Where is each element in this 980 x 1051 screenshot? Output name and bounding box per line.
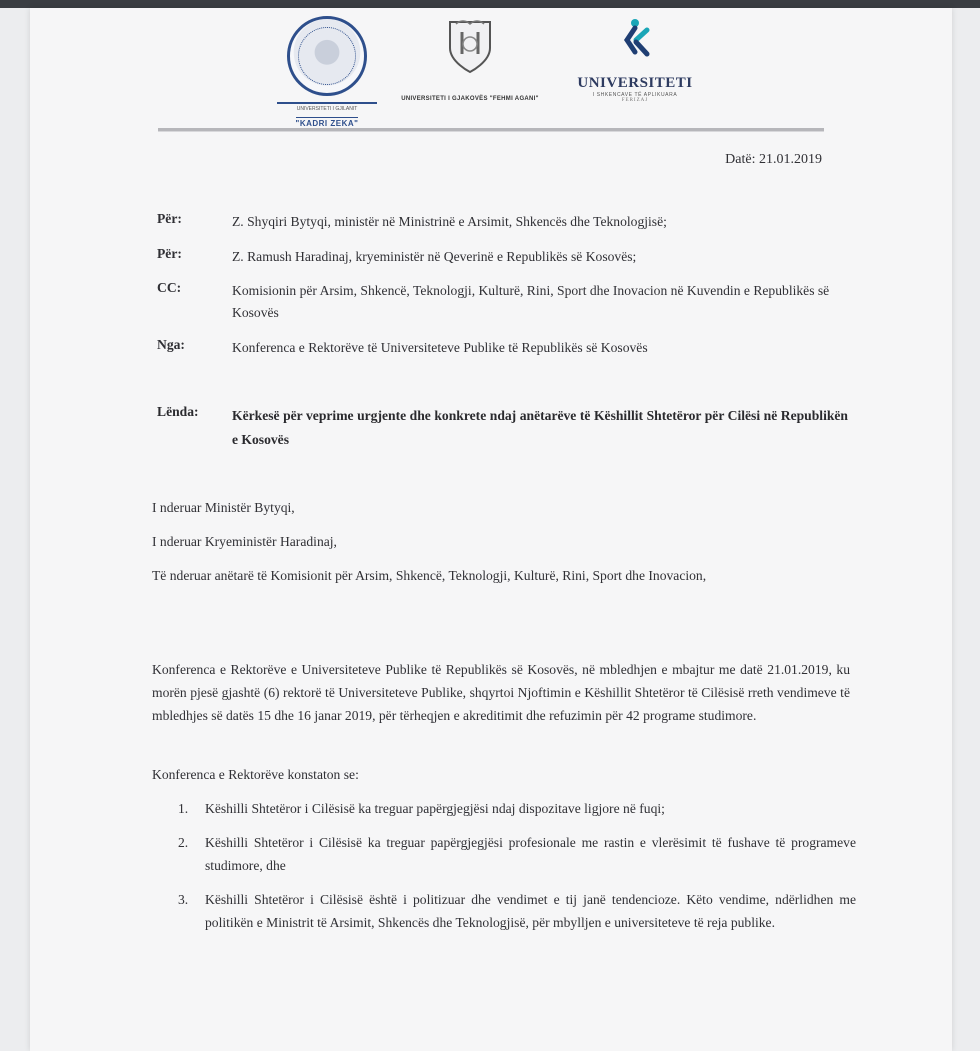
letterhead: [30, 8, 952, 138]
list-text: Këshilli Shtetëror i Cilësisë ka treguar papërgjegjësi ndaj dispozitave ligjore në fuqi;: [205, 801, 665, 816]
logo-left-name: "KADRI ZEKA": [295, 119, 359, 128]
list-number: 3.: [178, 892, 189, 907]
header-divider: [158, 128, 824, 132]
from-label: Nga:: [157, 337, 185, 352]
list-item: [152, 831, 856, 877]
letter-date: Datë: 21.01.2019: [725, 152, 822, 167]
greeting-prime-minister: I nderuar Kryeministër Haradinaj,: [152, 534, 337, 549]
list-number: 1.: [178, 801, 189, 816]
findings-intro: Konferenca e Rektorëve konstaton se:: [152, 767, 359, 782]
list-number: 2.: [178, 835, 189, 850]
list-item: [152, 797, 856, 820]
cc-text: Komisionin për Arsim, Shkencë, Teknologji, Kulturë, Rini, Sport dhe Inovacion në Kuvendin e Republikës së Kosovës: [232, 283, 830, 320]
greeting-commission: Të nderuar anëtarë të Komisionit për Arsim, Shkencë, Teknologji, Kulturë, Rini, Sport dhe Inovacion,: [152, 568, 707, 583]
university-seal-icon: [287, 16, 367, 96]
logo-right-city: FERIZAJ: [621, 98, 649, 103]
university-mark-icon: [615, 18, 655, 62]
recipient-text: Z. Shyqiri Bytyqi, ministër në Ministrinë e Arsimit, Shkencës dhe Teknologjisë;: [232, 214, 667, 229]
logo-center-name: UNIVERSITETI I GJAKOVËS "FEHMI AGANI": [401, 96, 539, 102]
recipient-text: Z. Ramush Haradinaj, kryeministër në Qeverinë e Republikës së Kosovës;: [232, 249, 637, 264]
cc-label: CC:: [157, 280, 182, 295]
logo-ferizaj: [560, 18, 710, 103]
logo-right-name: UNIVERSITETI: [577, 75, 693, 91]
list-item: [152, 888, 856, 934]
body-paragraph: Konferenca e Rektorëve e Universiteteve Publike të Republikës së Kosovës, në mbledhjen e mbajtur me datë 21.01.2019, ku morën pjesë gjashtë (6) rektorë të Universiteteve Publike, shqyrtoi Njoftimin e Këshillit Shtetëror të Cilësisë rreth vendimeve të mbledhjes së datës 15 dhe 16 janar 2019, për tërheqjen e akreditimit dhe refuzimin për 42 programe studimore.: [152, 662, 850, 723]
from-text: Konferenca e Rektorëve të Universiteteve Publike të Republikës së Kosovës: [232, 340, 648, 355]
logo-gjakova: [400, 18, 540, 103]
letter-page: [30, 8, 952, 1051]
recipient-label: Për:: [157, 211, 182, 226]
viewer-top-bar: [0, 0, 980, 8]
greeting-minister: I nderuar Ministër Bytyqi,: [152, 500, 295, 515]
list-text: Këshilli Shtetëror i Cilësisë ka treguar papërgjegjësi profesionale me rastin e vlerësimit të fushave të programeve studimore, dhe: [205, 835, 856, 873]
subject-label: Lënda:: [157, 404, 199, 419]
recipient-label: Për:: [157, 246, 182, 261]
list-text: Këshilli Shtetëror i Cilësisë është i politizuar dhe vendimet e tij janë tendencioze. Këto vendime, ndërlidhen me politikën e Ministrit të Arsimit, Shkencës dhe Teknologjisë, për mbylljen e universiteteve të reja publike.: [205, 892, 856, 930]
logo-kadri-zeka: [272, 16, 382, 131]
shield-icon: [446, 18, 494, 74]
subject-text: Kërkesë për veprime urgjente dhe konkrete ndaj anëtarëve të Këshillit Shtetëror për Cilësi në Republikën e Kosovës: [232, 408, 848, 447]
logo-left-small-text: UNIVERSITETI I GJILANIT: [296, 106, 358, 112]
logo-right-sub: I SHKENCAVE TË APLIKUARA: [592, 92, 678, 98]
findings-list: [152, 797, 856, 934]
